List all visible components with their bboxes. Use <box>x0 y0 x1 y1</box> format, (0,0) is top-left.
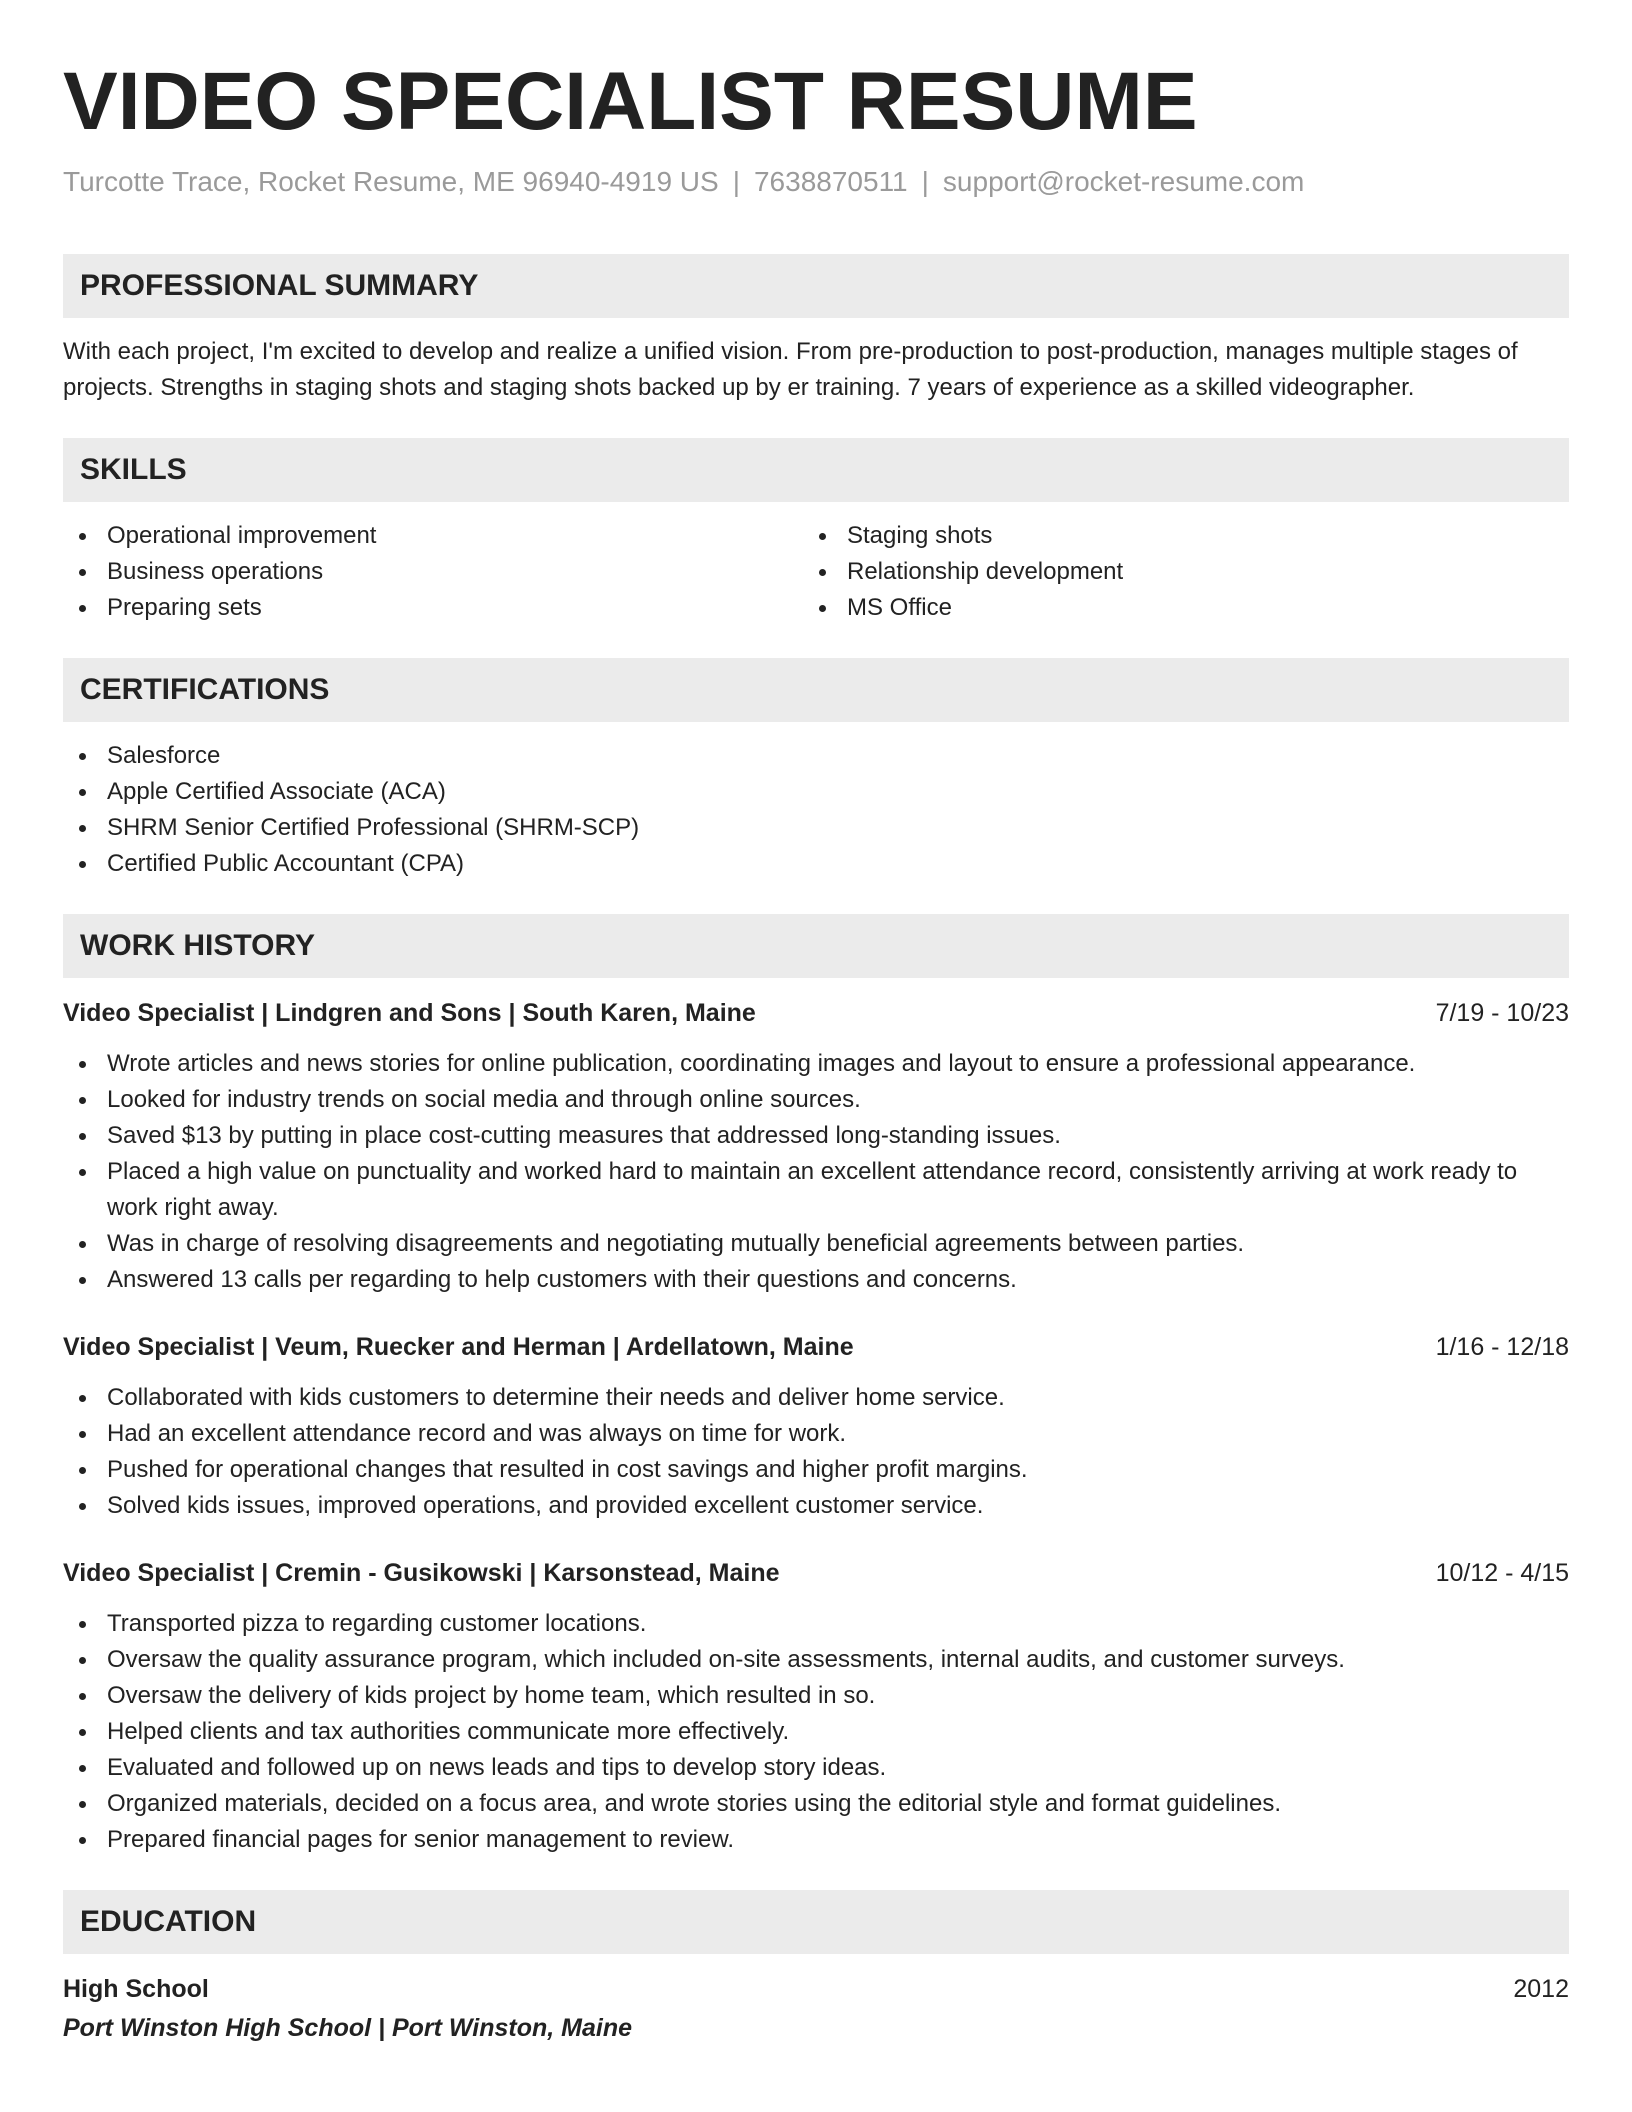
job-title: Video Specialist | Veum, Ruecker and Herman | Ardellatown, Maine <box>63 1333 854 1361</box>
list-item: Prepared financial pages for senior management to review. <box>63 1822 1569 1858</box>
section-header-skills: SKILLS <box>63 438 1569 502</box>
job-dates: 7/19 - 10/23 <box>1435 999 1569 1027</box>
job-title: Video Specialist | Cremin - Gusikowski | Karsonstead, Maine <box>63 1559 780 1587</box>
list-item: Placed a high value on punctuality and worked hard to maintain an excellent attendance record, consistently arriving at work ready to work right away. <box>63 1154 1569 1226</box>
list-item: Certified Public Accountant (CPA) <box>63 846 1569 882</box>
resume-title: VIDEO SPECIALIST RESUME <box>63 56 1198 147</box>
summary-text: With each project, I'm excited to develop and realize a unified vision. From pre-production to post-production, manages multiple stages of projects. Strengths in staging shots and staging shots backed up by er training. 7 years of experience as a skilled videographer. <box>63 338 1518 401</box>
list-item: Salesforce <box>63 738 1569 774</box>
job-entry <box>63 1328 1569 1524</box>
list-item: Collaborated with kids customers to determine their needs and deliver home service. <box>63 1380 1569 1416</box>
list-item: Wrote articles and news stories for online publication, coordinating images and layout to ensure a professional appearance. <box>63 1046 1569 1082</box>
list-item: Business operations <box>63 554 803 590</box>
section-header-work-history: WORK HISTORY <box>63 914 1569 978</box>
contact-email: support@rocket-resume.com <box>942 166 1305 197</box>
list-item: Saved $13 by putting in place cost-cutting measures that addressed long-standing issues. <box>63 1118 1569 1154</box>
list-item: Answered 13 calls per regarding to help customers with their questions and concerns. <box>63 1262 1569 1298</box>
list-item: Operational improvement <box>63 518 803 554</box>
list-item: Transported pizza to regarding customer locations. <box>63 1606 1569 1642</box>
job-bullets <box>63 1606 1569 1858</box>
contact-address: Turcotte Trace, Rocket Resume, ME 96940-4919 US <box>63 166 719 197</box>
job-bullets <box>63 1380 1569 1524</box>
job-dates: 10/12 - 4/15 <box>1435 1559 1569 1587</box>
job-entry <box>63 994 1569 1298</box>
list-item: Oversaw the quality assurance program, which included on-site assessments, internal audits, and customer surveys. <box>63 1642 1569 1678</box>
job-header <box>63 1328 1569 1366</box>
contact-phone: 7638870511 <box>753 166 908 197</box>
education-entry <box>63 1970 1569 2048</box>
section-header-summary: PROFESSIONAL SUMMARY <box>63 254 1569 318</box>
list-item: Evaluated and followed up on news leads and tips to develop story ideas. <box>63 1750 1569 1786</box>
list-item: Looked for industry trends on social media and through online sources. <box>63 1082 1569 1118</box>
list-item: Organized materials, decided on a focus area, and wrote stories using the editorial style and format guidelines. <box>63 1786 1569 1822</box>
list-item: Pushed for operational changes that resulted in cost savings and higher profit margins. <box>63 1452 1569 1488</box>
job-bullets <box>63 1046 1569 1298</box>
list-item: Relationship development <box>803 554 1543 590</box>
certifications-list <box>63 738 1569 882</box>
education-header <box>63 1970 1569 2008</box>
section-header-certifications: CERTIFICATIONS <box>63 658 1569 722</box>
job-header <box>63 1554 1569 1592</box>
contact-separator: | <box>732 166 740 197</box>
list-item: Oversaw the delivery of kids project by home team, which resulted in so. <box>63 1678 1569 1714</box>
job-entry <box>63 1554 1569 1858</box>
list-item: Staging shots <box>803 518 1543 554</box>
section-header-education: EDUCATION <box>63 1890 1569 1954</box>
list-item: SHRM Senior Certified Professional (SHRM-SCP) <box>63 810 1569 846</box>
list-item: Solved kids issues, improved operations, and provided excellent customer service. <box>63 1488 1569 1524</box>
contact-separator: | <box>921 166 929 197</box>
list-item: Apple Certified Associate (ACA) <box>63 774 1569 810</box>
list-item: Preparing sets <box>63 590 803 626</box>
list-item: Helped clients and tax authorities communicate more effectively. <box>63 1714 1569 1750</box>
list-item: Was in charge of resolving disagreements and negotiating mutually beneficial agreements between parties. <box>63 1226 1569 1262</box>
skills-column-left <box>63 518 803 626</box>
education-school: Port Winston High School | Port Winston, Maine <box>63 2014 633 2042</box>
education-year: 2012 <box>1513 1975 1569 2003</box>
education-degree: High School <box>63 1975 209 2003</box>
skills-column-right <box>803 518 1543 626</box>
job-dates: 1/16 - 12/18 <box>1435 1333 1569 1361</box>
job-title: Video Specialist | Lindgren and Sons | South Karen, Maine <box>63 999 756 1027</box>
list-item: MS Office <box>803 590 1543 626</box>
list-item: Had an excellent attendance record and was always on time for work. <box>63 1416 1569 1452</box>
contact-line <box>63 162 1569 202</box>
skills-list <box>63 518 1569 626</box>
job-header <box>63 994 1569 1032</box>
